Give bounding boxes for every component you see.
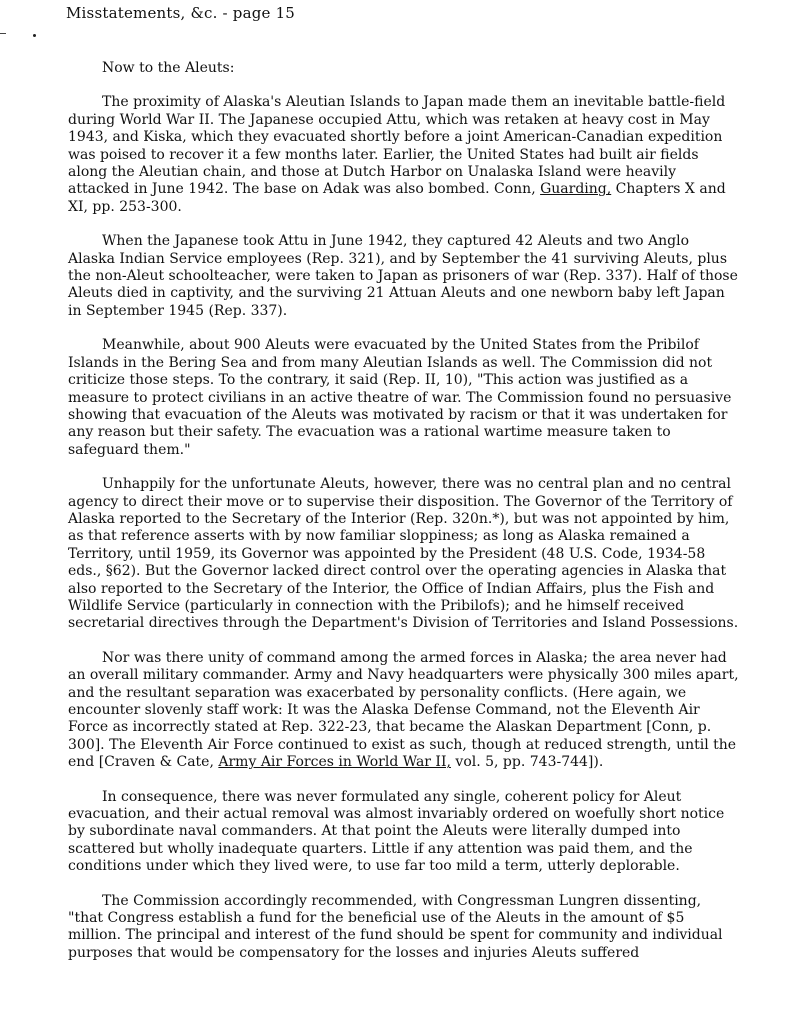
paragraph-consequence: In consequence, there was never formulated any single, coherent policy for Aleut evacuation, and their actual removal was almost invariably ordered on woefully short notice by subordinate naval commanders. At that point the Aleuts were literally dumped into scattered but wholly inadequate quarters. Little if any attention was paid them, and the conditions under which they lived were, to use far too mild a term, utterly deplorable. (68, 788, 725, 875)
paragraph-no-central-plan: Unhappily for the unfortunate Aleuts, however, there was no central plan and no central agency to direct their move or to supervise their disposition. The Governor of the Territory of Alaska reported to the Secretary of the Interior (Rep. 320n.*), but was not appointed by him, as that reference asserts with by now familiar sloppiness; as long as Alaska remained a Territory, until 1959, its Governor was appointed by the President (48 U.S. Code, 1934-58 eds., §62). But the Governor lacked direct control over the operating agencies in Alaska that also reported to the Secretary of the Interior, the Office of Indian Affairs, plus the Fish and Wildlife Service (particularly in connection with the Pribilofs); and he himself received secretarial directives through the Department's Division of Territories and Island Possessions. (68, 476, 739, 632)
section-heading: Now to the Aleuts: (102, 60, 235, 76)
paragraph-aleutian-battlefield: The proximity of Alaska's Aleutian Islands to Japan made them an inevitable battle-field during World War II. The Japanese occupied Attu, which was retaken at heavy cost in May 1943, and Kiska, which they evacuated shortly before a joint American-Canadian expedition was poised to recover it a few months later. Earlier, the United States had built air fields along the Aleutian chain, and those at Dutch Harbor on Unalaska Island were heavily attacked in June 1942. The base on Adak was also bombed. Conn, Guarding, Chapters X and XI, pp. 253-300. (68, 94, 726, 215)
paragraph-attu-captives: When the Japanese took Attu in June 1942, they captured 42 Aleuts and two Anglo Alaska Indian Service employees (Rep. 321), and by September the 41 surviving Aleuts, plus the non-Aleut schoolteacher, were taken to Japan as prisoners of war (Rep. 337). Half of those Aleuts died in captivity, and the surviving 21 Attuan Aleuts and one newborn baby left Japan in September 1945 (Rep. 337). (68, 233, 738, 319)
citation-army-air-forces: Army Air Forces in World War II, (218, 754, 451, 771)
paragraph-recommendation: The Commission accordingly recommended, with Congressman Lungren dissenting, "that Congress establish a fund for the beneficial use of the Aleuts in the amount of $5 million. The principal and interest of the fund should be spent for community and individual purposes that would be compensatory for the losses and injuries Aleuts suffered (68, 892, 723, 961)
citation-guarding: Guarding, (540, 181, 612, 198)
paragraph-evacuation: Meanwhile, about 900 Aleuts were evacuated by the United States from the Pribilof Islands in the Bering Sea and from many Aleutian Islands as well. The Commission did not criticize those steps. To the contrary, it said (Rep. II, 10), "This action was justified as a measure to protect civilians in an active theatre of war. The Commission found no persuasive showing that evacuation of the Aleuts was motivated by racism or that it was undertaken for any reason but their safety. The evacuation was a rational wartime measure taken to safeguard them." (68, 337, 732, 458)
scan-speck (33, 34, 36, 37)
page-header: Misstatements, &c. - page 15 (66, 4, 296, 22)
scan-mark (0, 33, 6, 34)
paragraph-unity-of-command: Nor was there unity of command among the armed forces in Alaska; the area never had an overall military commander. Army and Navy headquarters were physically 300 miles apart, and the resultant separation was exacerbated by personality conflicts. (Here again, we encounter slovenly staff work: It was the Alaska Defense Command, not the Eleventh Air Force as incorrectly stated at Rep. 322-23, that became the Alaskan Department [Conn, p. 300]. The Eleventh Air Force continued to exist as such, though at reduced strength, until the end [Craven & Cate, Army Air Forces in World War II, vol. 5, pp. 743-744]). (68, 649, 739, 771)
document-body (68, 60, 740, 979)
